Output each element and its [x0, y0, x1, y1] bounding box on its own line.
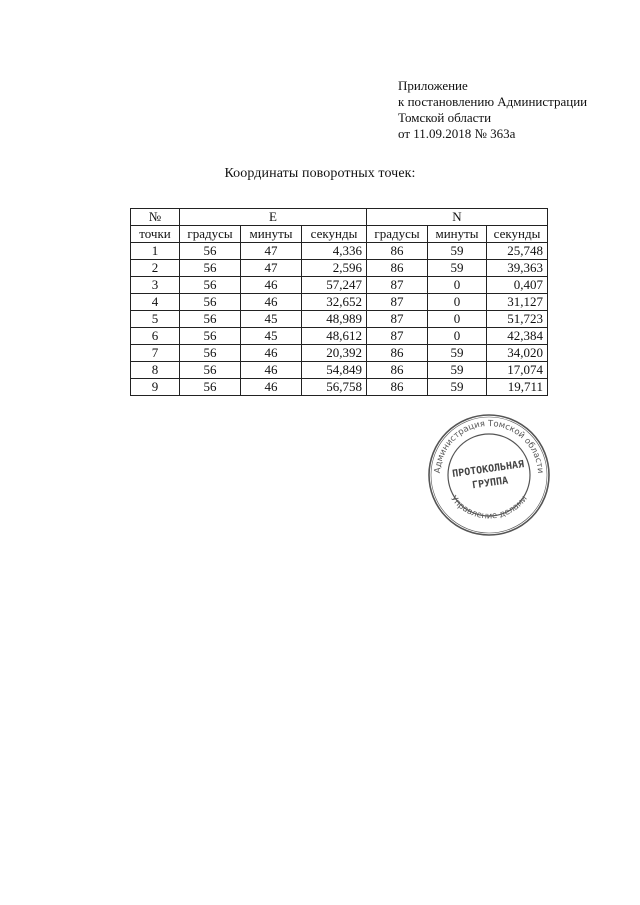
cell-e-seconds: 4,336	[302, 243, 367, 260]
cell-n-seconds: 39,363	[487, 260, 548, 277]
cell-point-number: 4	[131, 294, 180, 311]
header-number: №	[131, 209, 180, 226]
cell-n-seconds: 25,748	[487, 243, 548, 260]
appendix-line-4: от 11.09.2018 № 363а	[398, 126, 516, 141]
cell-e-minutes: 47	[241, 243, 302, 260]
cell-n-minutes: 59	[428, 362, 487, 379]
stamp-center-line-2: ГРУППА	[471, 475, 509, 492]
header-e-degrees: градусы	[180, 226, 241, 243]
header-n-degrees: градусы	[367, 226, 428, 243]
cell-e-minutes: 46	[241, 362, 302, 379]
cell-n-degrees: 86	[367, 243, 428, 260]
table-row	[131, 362, 548, 379]
cell-n-minutes: 0	[428, 311, 487, 328]
table-row	[131, 311, 548, 328]
cell-e-degrees: 56	[180, 345, 241, 362]
cell-e-seconds: 2,596	[302, 260, 367, 277]
appendix-line-1: Приложение	[398, 78, 468, 93]
cell-point-number: 8	[131, 362, 180, 379]
cell-e-minutes: 46	[241, 277, 302, 294]
cell-n-seconds: 17,074	[487, 362, 548, 379]
cell-point-number: 5	[131, 311, 180, 328]
cell-n-minutes: 0	[428, 294, 487, 311]
cell-e-degrees: 56	[180, 311, 241, 328]
cell-point-number: 1	[131, 243, 180, 260]
header-e-seconds: секунды	[302, 226, 367, 243]
cell-e-minutes: 46	[241, 345, 302, 362]
stamp-seal	[426, 412, 552, 538]
header-e: Е	[180, 209, 367, 226]
table-header-row-1	[131, 209, 548, 226]
cell-n-degrees: 87	[367, 277, 428, 294]
cell-e-minutes: 45	[241, 311, 302, 328]
cell-n-degrees: 87	[367, 328, 428, 345]
cell-point-number: 9	[131, 379, 180, 396]
cell-n-minutes: 59	[428, 345, 487, 362]
cell-n-seconds: 19,711	[487, 379, 548, 396]
cell-e-seconds: 56,758	[302, 379, 367, 396]
cell-e-degrees: 56	[180, 379, 241, 396]
table-row	[131, 345, 548, 362]
coordinates-table	[130, 208, 548, 396]
header-n-minutes: минуты	[428, 226, 487, 243]
cell-n-seconds: 51,723	[487, 311, 548, 328]
cell-n-minutes: 59	[428, 260, 487, 277]
table-row	[131, 328, 548, 345]
cell-n-seconds: 0,407	[487, 277, 548, 294]
cell-e-seconds: 54,849	[302, 362, 367, 379]
stamp-ring-top-text: Администрация Томской области	[432, 418, 546, 474]
cell-e-minutes: 46	[241, 294, 302, 311]
table-body	[131, 243, 548, 396]
cell-e-degrees: 56	[180, 294, 241, 311]
cell-e-degrees: 56	[180, 260, 241, 277]
cell-n-seconds: 34,020	[487, 345, 548, 362]
cell-n-degrees: 86	[367, 379, 428, 396]
cell-e-minutes: 46	[241, 379, 302, 396]
table-row	[131, 277, 548, 294]
stamp-center-line-1: ПРОТОКОЛЬНАЯ	[451, 459, 525, 481]
header-point: точки	[131, 226, 180, 243]
stamp-ring-bottom-text: Управление делами	[448, 493, 530, 522]
cell-e-seconds: 57,247	[302, 277, 367, 294]
cell-point-number: 2	[131, 260, 180, 277]
cell-point-number: 3	[131, 277, 180, 294]
cell-e-seconds: 20,392	[302, 345, 367, 362]
cell-e-degrees: 56	[180, 277, 241, 294]
cell-n-degrees: 87	[367, 311, 428, 328]
appendix-line-3: Томской области	[398, 110, 492, 125]
cell-n-degrees: 86	[367, 345, 428, 362]
cell-n-seconds: 31,127	[487, 294, 548, 311]
document-title: Координаты поворотных точек:	[224, 166, 416, 181]
cell-e-seconds: 32,652	[302, 294, 367, 311]
cell-n-minutes: 59	[428, 379, 487, 396]
cell-e-degrees: 56	[180, 243, 241, 260]
cell-n-degrees: 86	[367, 260, 428, 277]
header-n: N	[367, 209, 548, 226]
cell-n-minutes: 0	[428, 328, 487, 345]
cell-n-seconds: 42,384	[487, 328, 548, 345]
header-n-seconds: секунды	[487, 226, 548, 243]
table-header-row-2	[131, 226, 548, 243]
cell-e-minutes: 45	[241, 328, 302, 345]
header-e-minutes: минуты	[241, 226, 302, 243]
cell-n-degrees: 87	[367, 294, 428, 311]
table-row	[131, 294, 548, 311]
table-row	[131, 260, 548, 277]
cell-point-number: 7	[131, 345, 180, 362]
cell-n-minutes: 0	[428, 277, 487, 294]
cell-e-seconds: 48,612	[302, 328, 367, 345]
cell-e-minutes: 47	[241, 260, 302, 277]
cell-n-minutes: 59	[428, 243, 487, 260]
cell-n-degrees: 86	[367, 362, 428, 379]
table-row	[131, 243, 548, 260]
cell-e-degrees: 56	[180, 328, 241, 345]
table-row	[131, 379, 548, 396]
cell-e-seconds: 48,989	[302, 311, 367, 328]
appendix-line-2: к постановлению Администрации	[398, 94, 588, 109]
cell-point-number: 6	[131, 328, 180, 345]
appendix-header	[398, 78, 587, 142]
cell-e-degrees: 56	[180, 362, 241, 379]
